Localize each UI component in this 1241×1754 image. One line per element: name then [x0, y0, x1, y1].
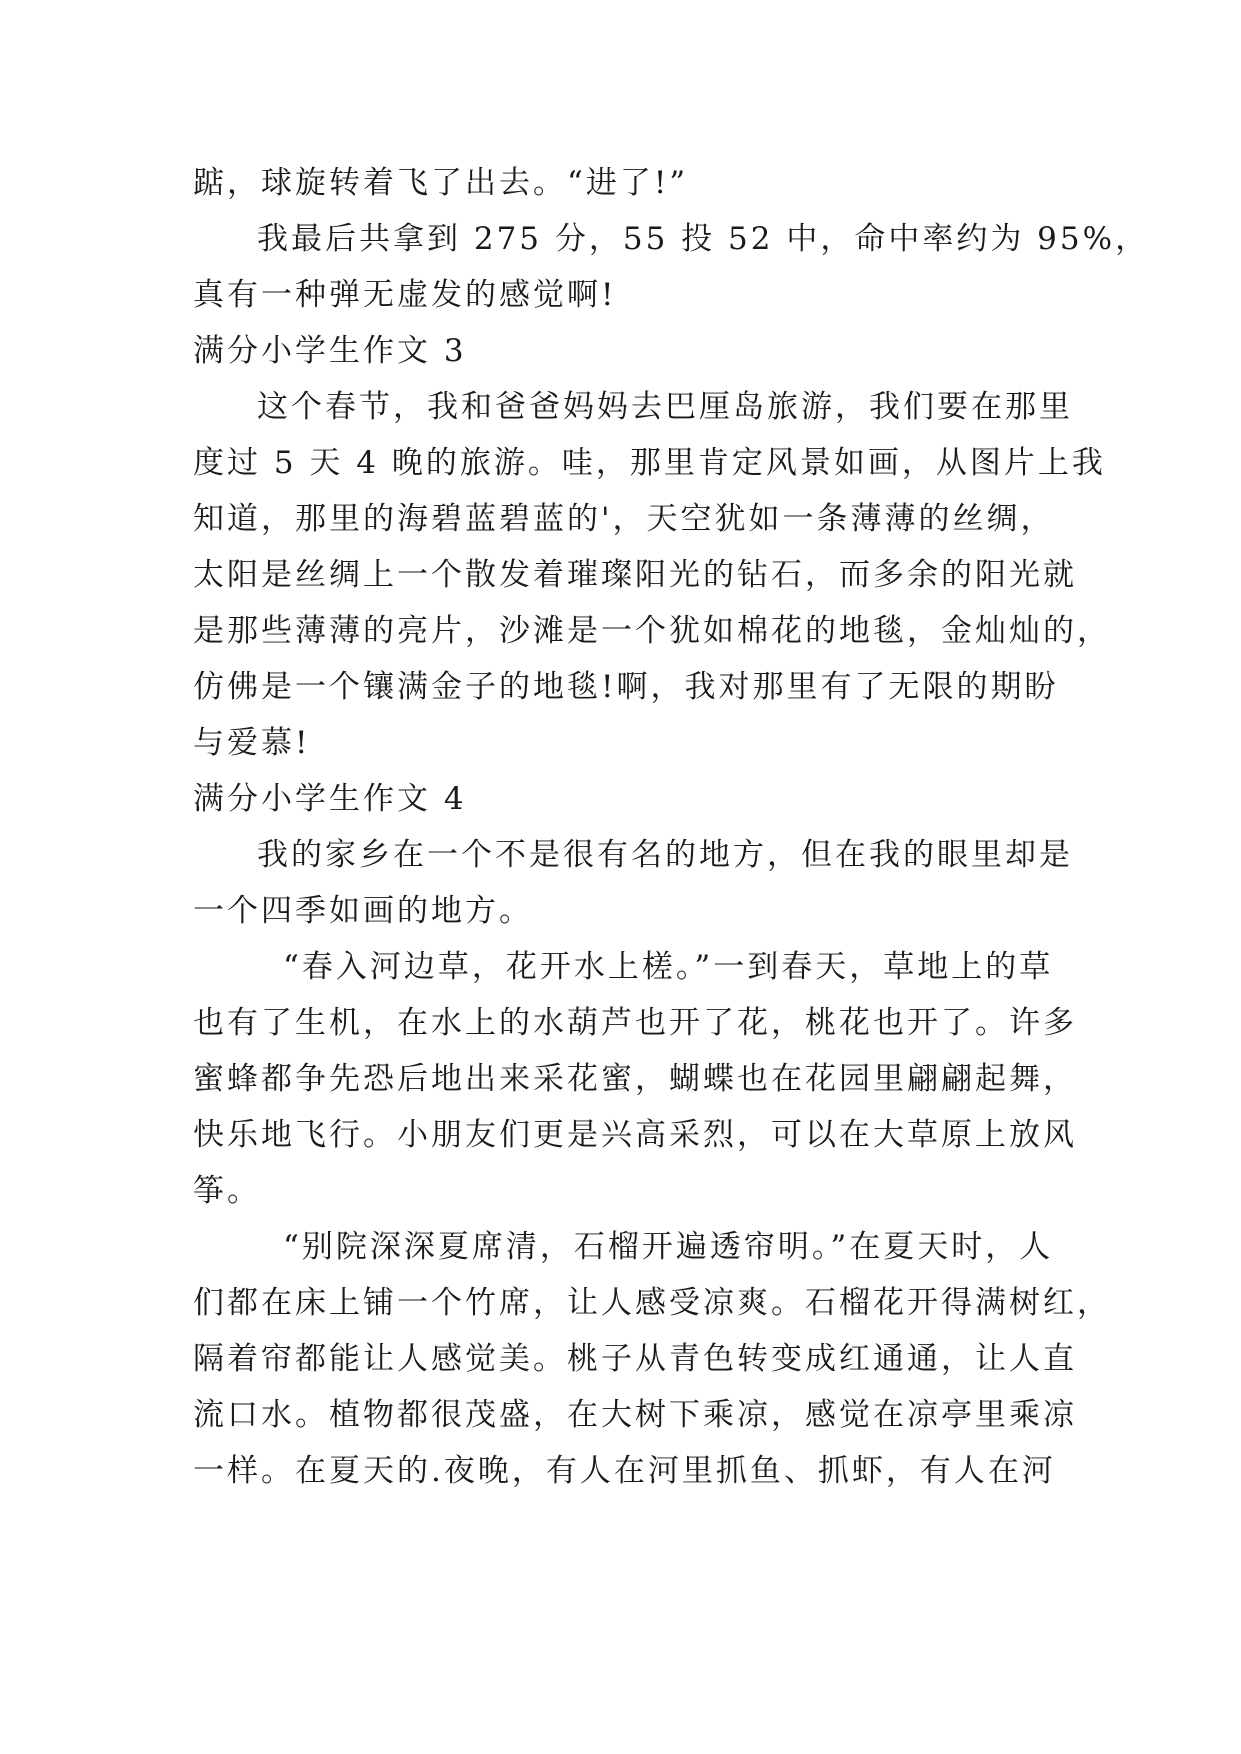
- text-line: 蜜蜂都争先恐后地出来采花蜜，蝴蝶也在花园里翩翩起舞，: [193, 1061, 1077, 1097]
- text-line: 一个四季如画的地方。: [193, 893, 533, 929]
- text-line: 仿佛是一个镶满金子的地毯!啊，我对那里有了无限的期盼: [193, 669, 1059, 705]
- text-line: 也有了生机，在水上的水葫芦也开了花，桃花也开了。许多: [193, 1005, 1077, 1041]
- document-body: [193, 155, 1150, 1499]
- text-line: 知道，那里的海碧蓝碧蓝的'，天空犹如一条薄薄的丝绸，: [193, 501, 1055, 537]
- text-line: 度过 5 天 4 晚的旅游。哇，那里肯定风景如画，从图片上我: [193, 445, 1106, 481]
- text-line: 与爱慕!: [193, 725, 311, 761]
- text-line: 快乐地飞行。小朋友们更是兴高采烈，可以在大草原上放风: [193, 1117, 1077, 1153]
- text-line: 隔着帘都能让人感觉美。桃子从青色转变成红通通，让人直: [193, 1341, 1077, 1377]
- text-line: 真有一种弹无虚发的感觉啊!: [193, 277, 617, 313]
- section-heading: 满分小学生作文 4: [193, 781, 467, 817]
- text-line: “别院深深夏席清，石榴开遍透帘明。”在夏天时，人: [283, 1229, 1054, 1265]
- text-line: “春入河边草，花开水上槎。”一到春天，草地上的草: [283, 949, 1054, 985]
- text-line: 筝。: [193, 1173, 261, 1209]
- text-line: 流口水。植物都很茂盛，在大树下乘凉，感觉在凉亭里乘凉: [193, 1397, 1077, 1433]
- text-line: 是那些薄薄的亮片，沙滩是一个犹如棉花的地毯，金灿灿的，: [193, 613, 1111, 649]
- text-line: 这个春节，我和爸爸妈妈去巴厘岛旅游，我们要在那里: [257, 389, 1073, 425]
- text-line: 踮，球旋转着飞了出去。“进了!”: [193, 165, 689, 201]
- text-line: 我最后共拿到 275 分，55 投 52 中，命中率约为 95%，: [257, 221, 1150, 257]
- text-line: 们都在床上铺一个竹席，让人感受凉爽。石榴花开得满树红，: [193, 1285, 1111, 1321]
- section-heading: 满分小学生作文 3: [193, 333, 467, 369]
- text-line: 我的家乡在一个不是很有名的地方，但在我的眼里却是: [257, 837, 1073, 873]
- text-line: 一样。在夏天的.夜晚，有人在河里抓鱼、抓虾，有人在河: [193, 1453, 1056, 1489]
- text-line: 太阳是丝绸上一个散发着璀璨阳光的钻石，而多余的阳光就: [193, 557, 1077, 593]
